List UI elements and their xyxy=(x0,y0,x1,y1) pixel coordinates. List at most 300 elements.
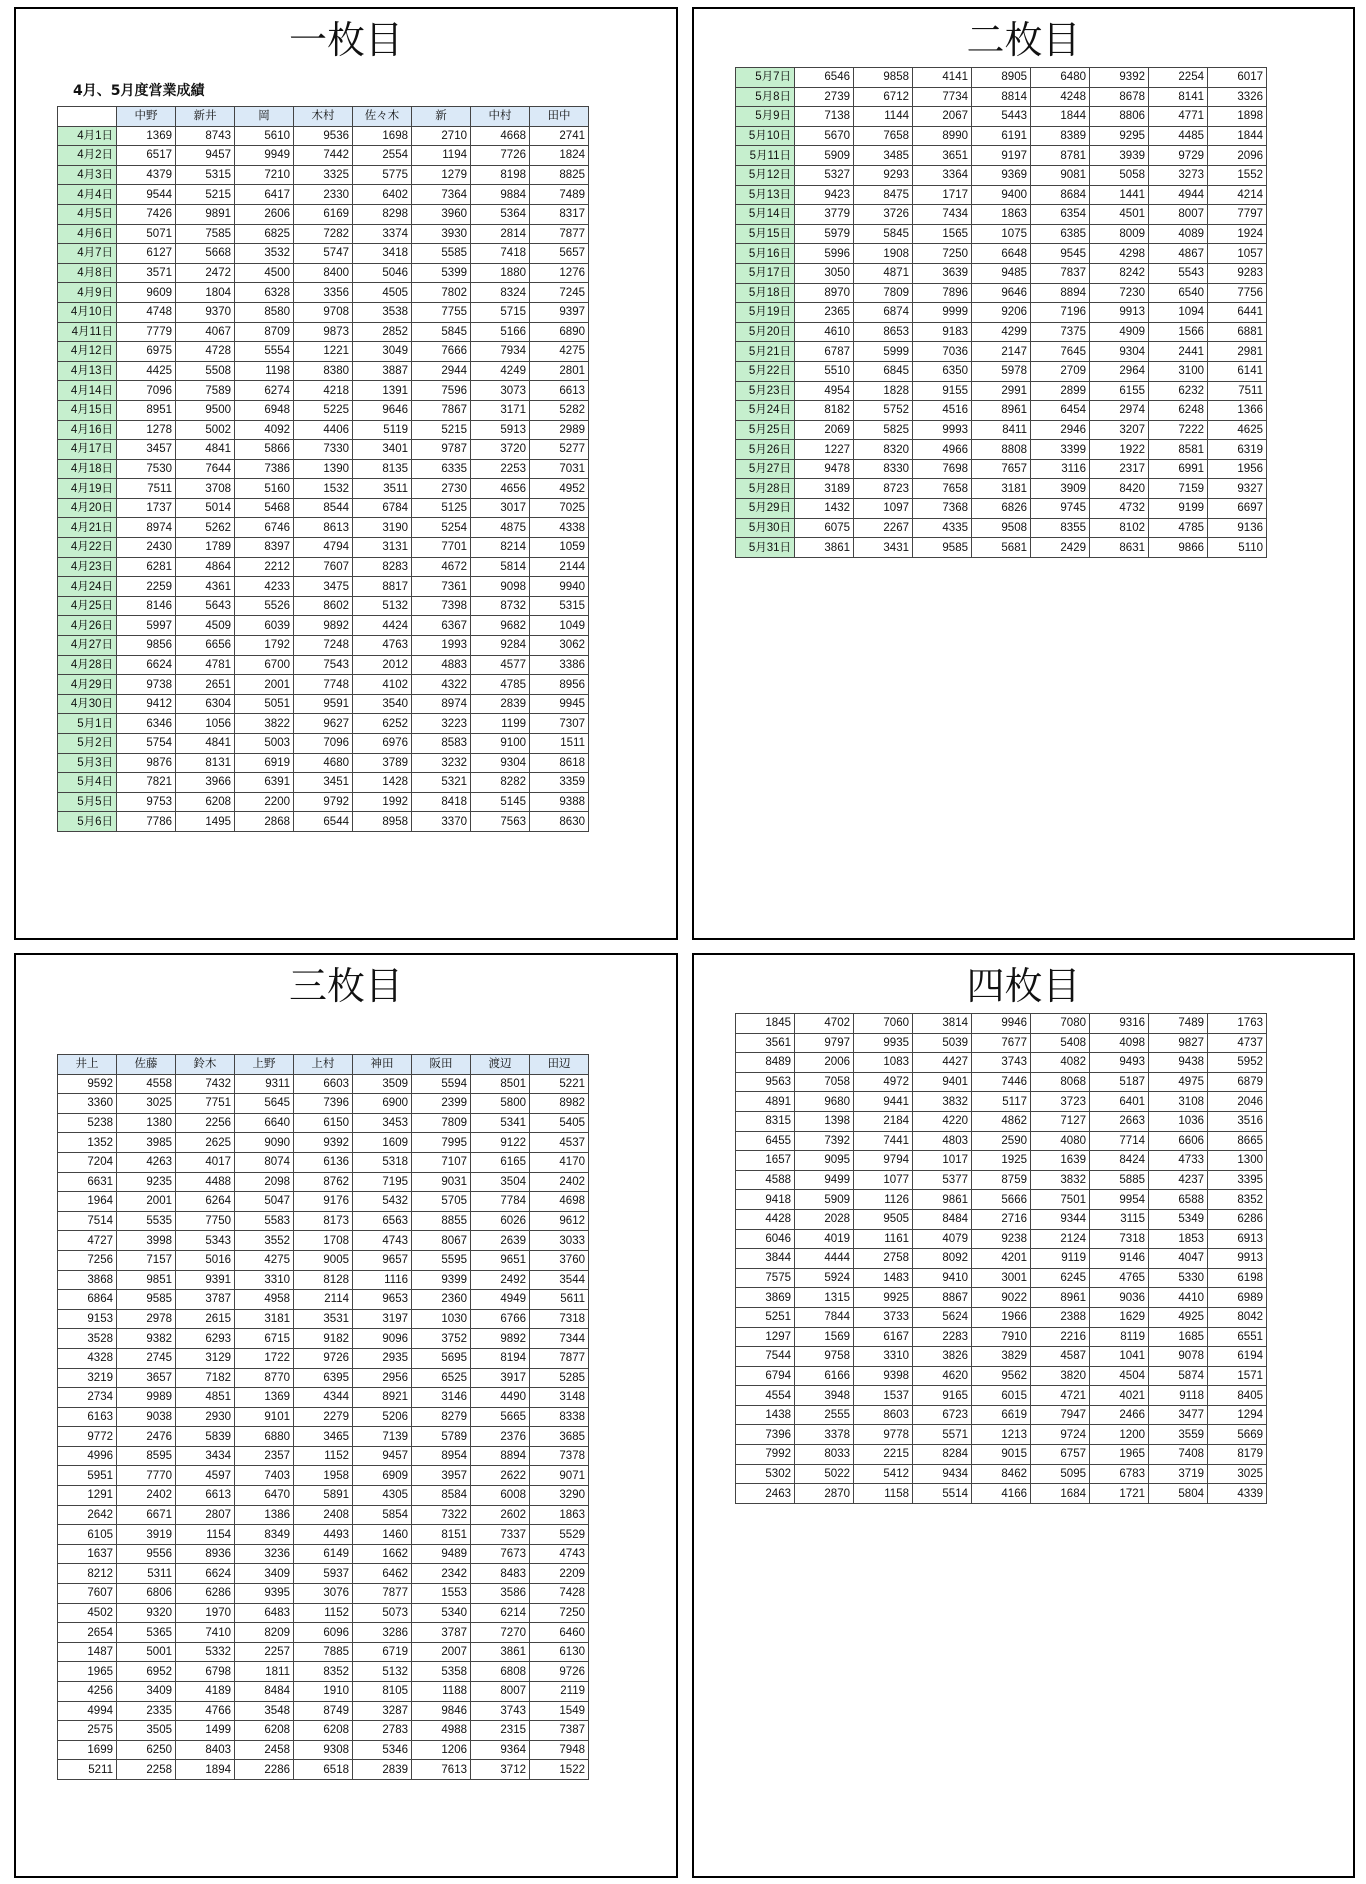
value-cell: 1300 xyxy=(1208,1151,1267,1171)
date-cell: 5月22日 xyxy=(736,361,795,381)
value-cell: 1804 xyxy=(176,283,235,303)
value-cell: 7060 xyxy=(854,1014,913,1034)
value-cell: 8380 xyxy=(294,361,353,381)
date-cell: 5月9日 xyxy=(736,107,795,127)
value-cell: 3685 xyxy=(530,1427,589,1447)
date-cell: 4月29日 xyxy=(58,675,117,695)
date-cell: 4月12日 xyxy=(58,342,117,362)
value-cell: 2399 xyxy=(412,1094,471,1114)
value-cell: 3948 xyxy=(795,1386,854,1406)
value-cell: 6367 xyxy=(412,616,471,636)
value-cell: 3431 xyxy=(854,538,913,558)
table-row xyxy=(58,1623,589,1643)
value-cell: 1198 xyxy=(235,361,294,381)
value-cell: 9284 xyxy=(471,636,530,656)
value-cell: 4361 xyxy=(176,577,235,597)
value-cell: 7657 xyxy=(972,459,1031,479)
value-cell: 7877 xyxy=(353,1584,412,1604)
date-cell: 5月26日 xyxy=(736,440,795,460)
value-cell: 2286 xyxy=(235,1760,294,1780)
value-cell: 5262 xyxy=(176,518,235,538)
date-cell: 4月5日 xyxy=(58,204,117,224)
value-cell: 1925 xyxy=(972,1151,1031,1171)
value-cell: 1922 xyxy=(1090,440,1149,460)
value-cell: 8068 xyxy=(1031,1072,1090,1092)
value-cell: 4427 xyxy=(913,1053,972,1073)
value-cell: 9682 xyxy=(471,616,530,636)
value-cell: 1152 xyxy=(294,1446,353,1466)
value-cell: 2376 xyxy=(471,1427,530,1447)
value-cell: 1352 xyxy=(58,1133,117,1153)
value-cell: 6015 xyxy=(972,1386,1031,1406)
value-cell: 1894 xyxy=(176,1760,235,1780)
value-cell: 4089 xyxy=(1149,224,1208,244)
table-row xyxy=(736,1033,1267,1053)
value-cell: 1390 xyxy=(294,459,353,479)
value-cell: 7195 xyxy=(353,1172,412,1192)
value-cell: 6783 xyxy=(1090,1464,1149,1484)
value-cell: 9505 xyxy=(854,1209,913,1229)
value-cell: 7992 xyxy=(736,1445,795,1465)
table-row xyxy=(58,734,589,754)
value-cell: 8141 xyxy=(1149,87,1208,107)
value-cell: 3409 xyxy=(235,1564,294,1584)
value-cell: 3960 xyxy=(412,204,471,224)
table-row xyxy=(736,1327,1267,1347)
table-row xyxy=(736,263,1267,283)
table-row xyxy=(58,577,589,597)
value-cell: 6480 xyxy=(1031,68,1090,88)
value-cell: 8389 xyxy=(1031,126,1090,146)
value-cell: 9585 xyxy=(117,1290,176,1310)
date-cell: 4月14日 xyxy=(58,381,117,401)
table-row xyxy=(736,440,1267,460)
value-cell: 2069 xyxy=(795,420,854,440)
table-row xyxy=(58,812,589,832)
value-cell: 7307 xyxy=(530,714,589,734)
value-cell: 7432 xyxy=(176,1074,235,1094)
value-cell: 2330 xyxy=(294,185,353,205)
date-cell: 5月8日 xyxy=(736,87,795,107)
value-cell: 9410 xyxy=(913,1268,972,1288)
value-cell: 1036 xyxy=(1149,1111,1208,1131)
value-cell: 7563 xyxy=(471,812,530,832)
value-cell: 4335 xyxy=(913,518,972,538)
value-cell: 4428 xyxy=(736,1209,795,1229)
value-cell: 4019 xyxy=(795,1229,854,1249)
header-row xyxy=(58,107,589,127)
value-cell: 8894 xyxy=(471,1446,530,1466)
value-cell: 4925 xyxy=(1149,1307,1208,1327)
value-cell: 8214 xyxy=(471,538,530,558)
value-cell: 8974 xyxy=(117,518,176,538)
value-cell: 6127 xyxy=(117,244,176,264)
value-cell: 2254 xyxy=(1149,68,1208,88)
value-cell: 4410 xyxy=(1149,1288,1208,1308)
value-cell: 2402 xyxy=(530,1172,589,1192)
value-cell: 9797 xyxy=(795,1033,854,1053)
value-cell: 8665 xyxy=(1208,1131,1267,1151)
value-cell: 5343 xyxy=(176,1231,235,1251)
value-cell: 2974 xyxy=(1090,401,1149,421)
value-cell: 9925 xyxy=(854,1288,913,1308)
value-cell: 3832 xyxy=(913,1092,972,1112)
value-cell: 7734 xyxy=(913,87,972,107)
value-cell: 6026 xyxy=(471,1211,530,1231)
table-row xyxy=(736,518,1267,538)
value-cell: 3386 xyxy=(530,655,589,675)
value-cell: 8678 xyxy=(1090,87,1149,107)
value-cell: 2801 xyxy=(530,361,589,381)
value-cell: 9304 xyxy=(471,753,530,773)
table-row xyxy=(58,616,589,636)
value-cell: 1569 xyxy=(795,1327,854,1347)
value-cell: 3146 xyxy=(412,1388,471,1408)
value-cell: 1386 xyxy=(235,1505,294,1525)
value-cell: 6613 xyxy=(530,381,589,401)
value-cell: 3826 xyxy=(913,1347,972,1367)
value-cell: 2783 xyxy=(353,1721,412,1741)
value-cell: 9851 xyxy=(117,1270,176,1290)
value-cell: 6391 xyxy=(235,773,294,793)
value-cell: 9122 xyxy=(471,1133,530,1153)
value-cell: 3532 xyxy=(235,244,294,264)
value-cell: 6588 xyxy=(1149,1190,1208,1210)
value-cell: 4803 xyxy=(913,1131,972,1151)
value-cell: 5595 xyxy=(412,1250,471,1270)
table-row xyxy=(736,283,1267,303)
value-cell: 4233 xyxy=(235,577,294,597)
value-cell: 5845 xyxy=(854,224,913,244)
value-cell: 4170 xyxy=(530,1152,589,1172)
table-row xyxy=(736,1268,1267,1288)
value-cell: 7666 xyxy=(412,342,471,362)
value-cell: 7282 xyxy=(294,224,353,244)
value-cell: 5952 xyxy=(1208,1053,1267,1073)
value-cell: 5225 xyxy=(294,400,353,420)
value-cell: 6245 xyxy=(1031,1268,1090,1288)
value-cell: 8242 xyxy=(1090,263,1149,283)
value-cell: 4339 xyxy=(1208,1484,1267,1504)
value-cell: 6470 xyxy=(235,1486,294,1506)
value-cell: 5238 xyxy=(58,1113,117,1133)
table-row xyxy=(58,753,589,773)
column-header: 渡辺 xyxy=(471,1055,530,1075)
table-row xyxy=(736,1249,1267,1269)
value-cell: 3531 xyxy=(294,1309,353,1329)
value-cell: 4610 xyxy=(795,322,854,342)
table-row xyxy=(736,1131,1267,1151)
value-cell: 8982 xyxy=(530,1094,589,1114)
value-cell: 9724 xyxy=(1031,1425,1090,1445)
value-cell: 9856 xyxy=(117,636,176,656)
value-cell: 5058 xyxy=(1090,165,1149,185)
value-cell: 8958 xyxy=(353,812,412,832)
value-cell: 2944 xyxy=(412,361,471,381)
value-cell: 6304 xyxy=(176,694,235,714)
value-cell: 3485 xyxy=(854,146,913,166)
value-cell: 9199 xyxy=(1149,499,1208,519)
value-cell: 3720 xyxy=(471,440,530,460)
value-cell: 5891 xyxy=(294,1486,353,1506)
value-cell: 4587 xyxy=(1031,1347,1090,1367)
value-cell: 8855 xyxy=(412,1211,471,1231)
value-cell: 1924 xyxy=(1208,224,1267,244)
sales-table-2 xyxy=(735,67,1267,558)
value-cell: 9556 xyxy=(117,1544,176,1564)
page-title: 二枚目 xyxy=(966,18,1081,62)
value-cell: 9090 xyxy=(235,1133,294,1153)
value-cell: 6900 xyxy=(353,1094,412,1114)
column-header: 井上 xyxy=(58,1055,117,1075)
date-cell: 5月28日 xyxy=(736,479,795,499)
value-cell: 6149 xyxy=(294,1544,353,1564)
date-cell: 5月2日 xyxy=(58,734,117,754)
table-row xyxy=(58,1368,589,1388)
value-cell: 6794 xyxy=(736,1366,795,1386)
value-cell: 7995 xyxy=(412,1133,471,1153)
value-cell: 6719 xyxy=(353,1642,412,1662)
date-cell: 5月29日 xyxy=(736,499,795,519)
table-row xyxy=(58,440,589,460)
value-cell: 8330 xyxy=(854,459,913,479)
table-row xyxy=(736,1307,1267,1327)
value-cell: 5051 xyxy=(235,694,294,714)
table-row xyxy=(58,1113,589,1133)
value-cell: 6825 xyxy=(235,224,294,244)
value-cell: 8951 xyxy=(117,400,176,420)
value-cell: 2144 xyxy=(530,557,589,577)
value-cell: 7821 xyxy=(117,773,176,793)
table-row xyxy=(58,1152,589,1172)
value-cell: 4067 xyxy=(176,322,235,342)
value-cell: 3401 xyxy=(353,440,412,460)
value-cell: 5318 xyxy=(353,1152,412,1172)
value-cell: 5624 xyxy=(913,1307,972,1327)
value-cell: 3985 xyxy=(117,1133,176,1153)
value-cell: 4017 xyxy=(176,1152,235,1172)
value-cell: 2852 xyxy=(353,322,412,342)
value-cell: 1898 xyxy=(1208,107,1267,127)
date-cell: 5月24日 xyxy=(736,401,795,421)
value-cell: 6746 xyxy=(235,518,294,538)
value-cell: 1161 xyxy=(854,1229,913,1249)
value-cell: 8770 xyxy=(235,1368,294,1388)
value-cell: 8279 xyxy=(412,1407,471,1427)
value-cell: 5311 xyxy=(117,1564,176,1584)
table-row xyxy=(736,68,1267,88)
value-cell: 8759 xyxy=(972,1170,1031,1190)
value-cell: 3190 xyxy=(353,518,412,538)
value-cell: 7802 xyxy=(412,283,471,303)
value-cell: 2001 xyxy=(235,675,294,695)
value-cell: 4558 xyxy=(117,1074,176,1094)
value-cell: 4909 xyxy=(1090,322,1149,342)
table-row xyxy=(736,1209,1267,1229)
value-cell: 8284 xyxy=(913,1445,972,1465)
value-cell: 6402 xyxy=(353,185,412,205)
date-cell: 4月20日 xyxy=(58,498,117,518)
corner-cell xyxy=(58,107,117,127)
value-cell: 3219 xyxy=(58,1368,117,1388)
value-cell: 8970 xyxy=(795,283,854,303)
value-cell: 1708 xyxy=(294,1231,353,1251)
value-cell: 7441 xyxy=(854,1131,913,1151)
table-row xyxy=(58,518,589,538)
value-cell: 2007 xyxy=(412,1642,471,1662)
value-cell: 3108 xyxy=(1149,1092,1208,1112)
value-cell: 8074 xyxy=(235,1152,294,1172)
value-cell: 9370 xyxy=(176,302,235,322)
value-cell: 7809 xyxy=(854,283,913,303)
value-cell: 4501 xyxy=(1090,205,1149,225)
value-cell: 6913 xyxy=(1208,1229,1267,1249)
value-cell: 7756 xyxy=(1208,283,1267,303)
value-cell: 6166 xyxy=(795,1366,854,1386)
value-cell: 1639 xyxy=(1031,1151,1090,1171)
value-cell: 1717 xyxy=(913,185,972,205)
value-cell: 2935 xyxy=(353,1348,412,1368)
value-cell: 8618 xyxy=(530,753,589,773)
value-cell: 2730 xyxy=(412,479,471,499)
value-cell: 2212 xyxy=(235,557,294,577)
value-cell: 8905 xyxy=(972,68,1031,88)
value-cell: 2639 xyxy=(471,1231,530,1251)
value-cell: 2839 xyxy=(471,694,530,714)
value-cell: 7575 xyxy=(736,1268,795,1288)
value-cell: 1698 xyxy=(353,126,412,146)
value-cell: 3528 xyxy=(58,1329,117,1349)
value-cell: 3779 xyxy=(795,205,854,225)
value-cell: 1188 xyxy=(412,1682,471,1702)
value-cell: 5039 xyxy=(913,1033,972,1053)
value-cell: 1075 xyxy=(972,224,1031,244)
value-cell: 9320 xyxy=(117,1603,176,1623)
value-cell: 4490 xyxy=(471,1388,530,1408)
value-cell: 1154 xyxy=(176,1525,235,1545)
value-cell: 3325 xyxy=(294,165,353,185)
value-cell: 5340 xyxy=(412,1603,471,1623)
value-cell: 5315 xyxy=(176,165,235,185)
value-cell: 6975 xyxy=(117,342,176,362)
value-cell: 3822 xyxy=(235,714,294,734)
value-cell: 1315 xyxy=(795,1288,854,1308)
value-cell: 6712 xyxy=(854,87,913,107)
value-cell: 9155 xyxy=(913,381,972,401)
value-cell: 6252 xyxy=(353,714,412,734)
value-cell: 6096 xyxy=(294,1623,353,1643)
value-cell: 8317 xyxy=(530,204,589,224)
value-cell: 9729 xyxy=(1149,146,1208,166)
value-cell: 4328 xyxy=(58,1348,117,1368)
value-cell: 7182 xyxy=(176,1368,235,1388)
value-cell: 3359 xyxy=(530,773,589,793)
date-cell: 4月7日 xyxy=(58,244,117,264)
value-cell: 9327 xyxy=(1208,479,1267,499)
date-cell: 4月23日 xyxy=(58,557,117,577)
value-cell: 1966 xyxy=(972,1307,1031,1327)
value-cell: 6274 xyxy=(235,381,294,401)
value-cell: 6989 xyxy=(1208,1288,1267,1308)
value-cell: 5221 xyxy=(530,1074,589,1094)
value-cell: 8411 xyxy=(972,420,1031,440)
value-cell: 9081 xyxy=(1031,165,1090,185)
value-cell: 9873 xyxy=(294,322,353,342)
value-cell: 9861 xyxy=(913,1190,972,1210)
value-cell: 7934 xyxy=(471,342,530,362)
value-cell: 6845 xyxy=(854,361,913,381)
value-cell: 5909 xyxy=(795,1190,854,1210)
value-cell: 5705 xyxy=(412,1192,471,1212)
value-cell: 3290 xyxy=(530,1486,589,1506)
table-row xyxy=(58,479,589,499)
value-cell: 5321 xyxy=(412,773,471,793)
value-cell: 6075 xyxy=(795,518,854,538)
value-cell: 6208 xyxy=(176,792,235,812)
value-cell: 7196 xyxy=(1031,303,1090,323)
value-cell: 7784 xyxy=(471,1192,530,1212)
value-cell: 3286 xyxy=(353,1623,412,1643)
value-cell: 9095 xyxy=(795,1151,854,1171)
value-cell: 7589 xyxy=(176,381,235,401)
date-cell: 4月19日 xyxy=(58,479,117,499)
value-cell: 2602 xyxy=(471,1505,530,1525)
value-cell: 7344 xyxy=(530,1329,589,1349)
date-cell: 5月14日 xyxy=(736,205,795,225)
value-cell: 1495 xyxy=(176,812,235,832)
table-row xyxy=(736,479,1267,499)
value-cell: 8544 xyxy=(294,498,353,518)
value-cell: 8484 xyxy=(913,1209,972,1229)
value-cell: 5215 xyxy=(412,420,471,440)
date-cell: 4月26日 xyxy=(58,616,117,636)
value-cell: 9772 xyxy=(58,1427,117,1447)
value-cell: 7318 xyxy=(530,1309,589,1329)
value-cell: 6757 xyxy=(1031,1445,1090,1465)
value-cell: 1294 xyxy=(1208,1405,1267,1425)
value-cell: 1278 xyxy=(117,420,176,440)
value-cell: 9935 xyxy=(854,1033,913,1053)
value-cell: 6715 xyxy=(235,1329,294,1349)
value-cell: 2001 xyxy=(117,1192,176,1212)
value-cell: 5979 xyxy=(795,224,854,244)
value-cell: 5346 xyxy=(353,1740,412,1760)
value-cell: 9993 xyxy=(913,420,972,440)
value-cell: 2590 xyxy=(972,1131,1031,1151)
value-cell: 2119 xyxy=(530,1682,589,1702)
value-cell: 6248 xyxy=(1149,401,1208,421)
value-cell: 3409 xyxy=(117,1682,176,1702)
value-cell: 3760 xyxy=(530,1250,589,1270)
value-cell: 7596 xyxy=(412,381,471,401)
value-cell: 9858 xyxy=(854,68,913,88)
value-cell: 7270 xyxy=(471,1623,530,1643)
value-cell: 1722 xyxy=(235,1348,294,1368)
value-cell: 8131 xyxy=(176,753,235,773)
value-cell: 9778 xyxy=(854,1425,913,1445)
value-cell: 3418 xyxy=(353,244,412,264)
value-cell: 5695 xyxy=(412,1348,471,1368)
value-cell: 8135 xyxy=(353,459,412,479)
value-cell: 5978 xyxy=(972,361,1031,381)
table-row xyxy=(58,302,589,322)
table-row xyxy=(736,538,1267,558)
value-cell: 5804 xyxy=(1149,1484,1208,1504)
value-cell: 7797 xyxy=(1208,205,1267,225)
header-row xyxy=(58,1055,589,1075)
table-row xyxy=(736,1405,1267,1425)
value-cell: 8403 xyxy=(176,1740,235,1760)
